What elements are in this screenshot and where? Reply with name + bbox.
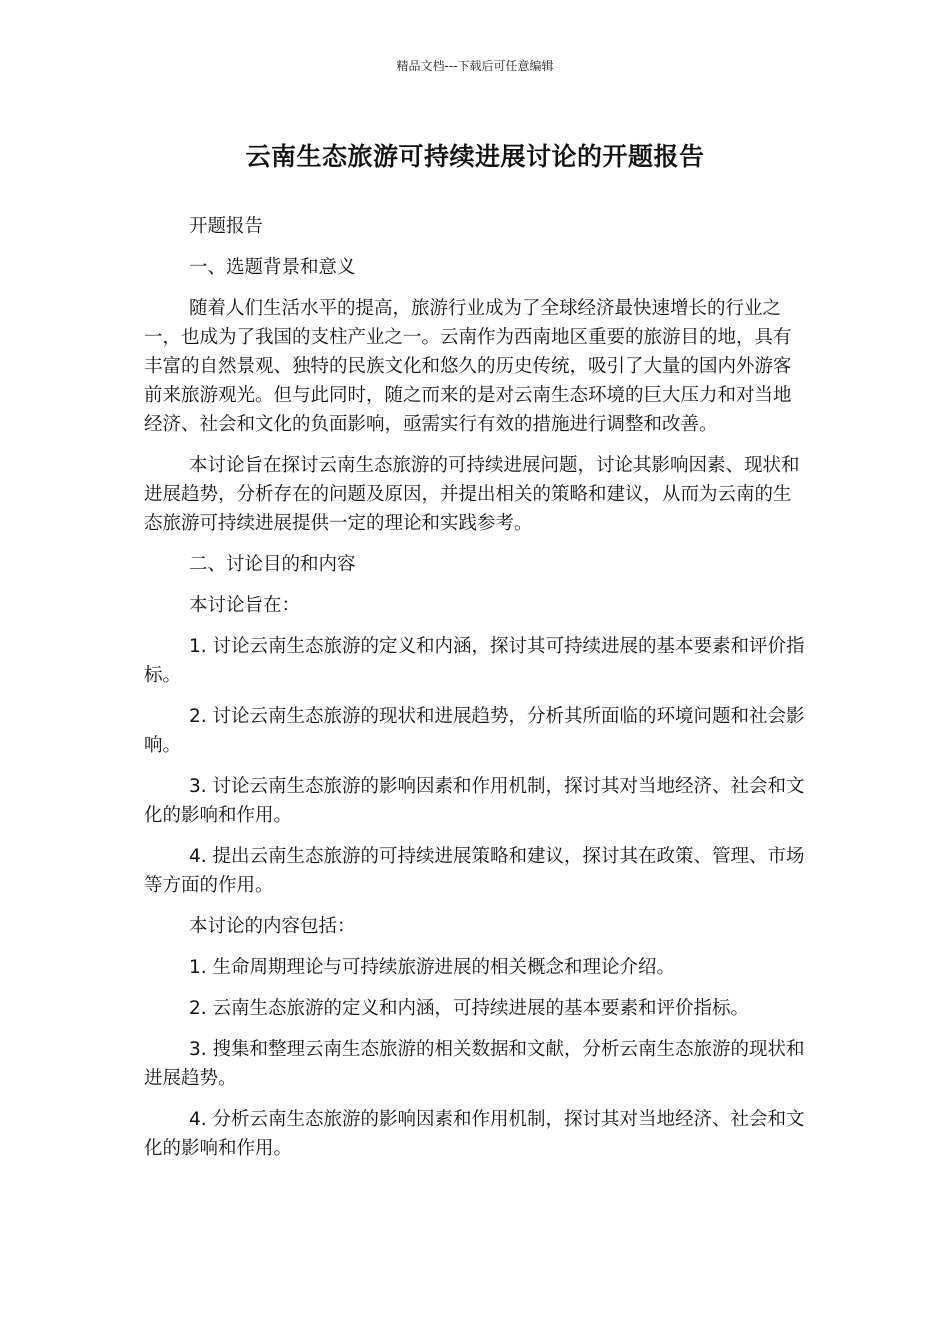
list-item: 2. 讨论云南生态旅游的现状和进展趋势，分析其所面临的环境问题和社会影响。 <box>144 706 805 756</box>
list-item: 2. 云南生态旅游的定义和内涵，可持续进展的基本要素和评价指标。 <box>189 998 750 1019</box>
paragraph-heading-report: 开题报告 <box>189 216 264 237</box>
section-heading-background: 一、选题背景和意义 <box>189 257 356 278</box>
list-item: 3. 搜集和整理云南生态旅游的相关数据和文献，分析云南生态旅游的现状和进展趋势。 <box>144 1039 805 1089</box>
paragraph-aim: 本讨论旨在探讨云南生态旅游的可持续进展问题，讨论其影响因素、现状和进展趋势，分析存在的问题及原因，并提出相关的策略和建议，从而为云南的生态旅游可持续进展提供一定的理论和实践参考。 <box>144 455 800 534</box>
section-heading-purpose: 二、讨论目的和内容 <box>189 554 356 575</box>
document-title: 云南生态旅游可持续进展讨论的开题报告 <box>245 142 705 171</box>
list-item: 3. 讨论云南生态旅游的影响因素和作用机制，探讨其对当地经济、社会和文化的影响和作用。 <box>144 776 805 826</box>
list-item: 1. 生命周期理论与可持续旅游进展的相关概念和理论介绍。 <box>189 957 676 978</box>
list-item: 4. 提出云南生态旅游的可持续进展策略和建议，探讨其在政策、管理、市场等方面的作用。 <box>144 846 805 896</box>
paragraph-purpose-intro: 本讨论旨在： <box>189 595 301 616</box>
paragraph-background: 随着人们生活水平的提高，旅游行业成为了全球经济最快速增长的行业之一，也成为了我国的支柱产业之一。云南作为西南地区重要的旅游目的地，具有丰富的自然景观、独特的民族文化和悠久的历史传统，吸引了大量的国内外游客前来旅游观光。但与此同时，随之而来的是对云南生态环境的巨大压力和对当地经济、社会和文化的负面影响，亟需实行有效的措施进行调整和改善。 <box>144 298 792 435</box>
document-body <box>144 212 809 1175</box>
list-item: 4. 分析云南生态旅游的影响因素和作用机制，探讨其对当地经济、社会和文化的影响和作用。 <box>144 1109 805 1159</box>
paragraph-content-intro: 本讨论的内容包括： <box>189 916 356 937</box>
list-item: 1. 讨论云南生态旅游的定义和内涵，探讨其可持续进展的基本要素和评价指标。 <box>144 636 805 686</box>
header-note: 精品文档---下载后可任意编辑 <box>396 59 554 73</box>
